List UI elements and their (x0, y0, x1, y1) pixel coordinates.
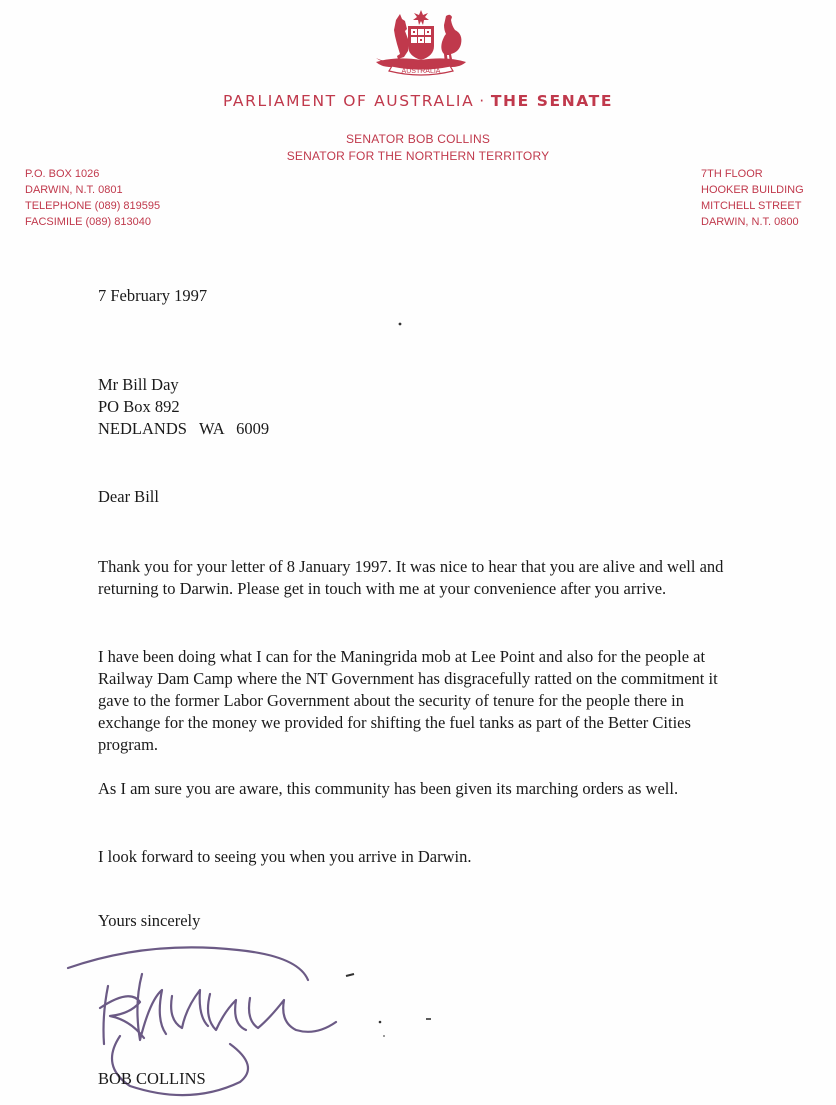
facsimile-line: FACSIMILE (089) 813040 (25, 216, 151, 228)
separator-dot: · (479, 92, 486, 110)
body-paragraph: I look forward to seeing you when you arrive in Darwin. (98, 847, 472, 866)
telephone-line: TELEPHONE (089) 819595 (25, 200, 161, 212)
office-address (701, 166, 804, 230)
signatory-name: BOB COLLINS (98, 1069, 206, 1088)
letterhead-title (0, 92, 836, 110)
senator-name: SENATOR BOB COLLINS (345, 132, 491, 146)
recipient-name: Mr Bill Day (98, 375, 179, 394)
body-paragraph: Thank you for your letter of 8 January 1997. It was nice to hear that you are alive and well and returning to Darwin. Please get in touch with me at your convenience after you arrive. (98, 557, 724, 598)
postal-address (25, 166, 160, 230)
body-paragraph: I have been doing what I can for the Maningrida mob at Lee Point and also for the people at Railway Dam Camp where the NT Government has disgracefully ratted on the commitment it gave to the former Labor Government about the security of tenure for the people there in exchange for the money we provided for shifting the fuel tanks as part of the Better Cities program. (98, 647, 718, 754)
letter-date: 7 February 1997 (98, 286, 208, 305)
crest-label: AUSTRALIA (401, 68, 441, 75)
address-line: P.O. BOX 1026 (25, 168, 100, 180)
body-paragraph: As I am sure you are aware, this community has been given its marching orders as well. (98, 779, 679, 798)
parliament-label: PARLIAMENT OF AUSTRALIA (222, 92, 475, 110)
address-line: DARWIN, N.T. 0801 (25, 184, 123, 196)
address-line: 7TH FLOOR (701, 168, 763, 180)
senator-title: SENATOR FOR THE NORTHERN TERRITORY (286, 149, 550, 163)
recipient-address (98, 374, 269, 440)
recipient-line: NEDLANDS WA 6009 (98, 419, 270, 438)
address-line: HOOKER BUILDING (701, 184, 804, 196)
closing: Yours sincerely (98, 911, 201, 930)
chamber-label: THE SENATE (490, 92, 614, 110)
coat-of-arms-logo (368, 8, 474, 82)
recipient-line: PO Box 892 (98, 397, 180, 416)
address-line: MITCHELL STREET (701, 200, 802, 212)
salutation: Dear Bill (98, 487, 159, 506)
address-line: DARWIN, N.T. 0800 (701, 216, 799, 228)
